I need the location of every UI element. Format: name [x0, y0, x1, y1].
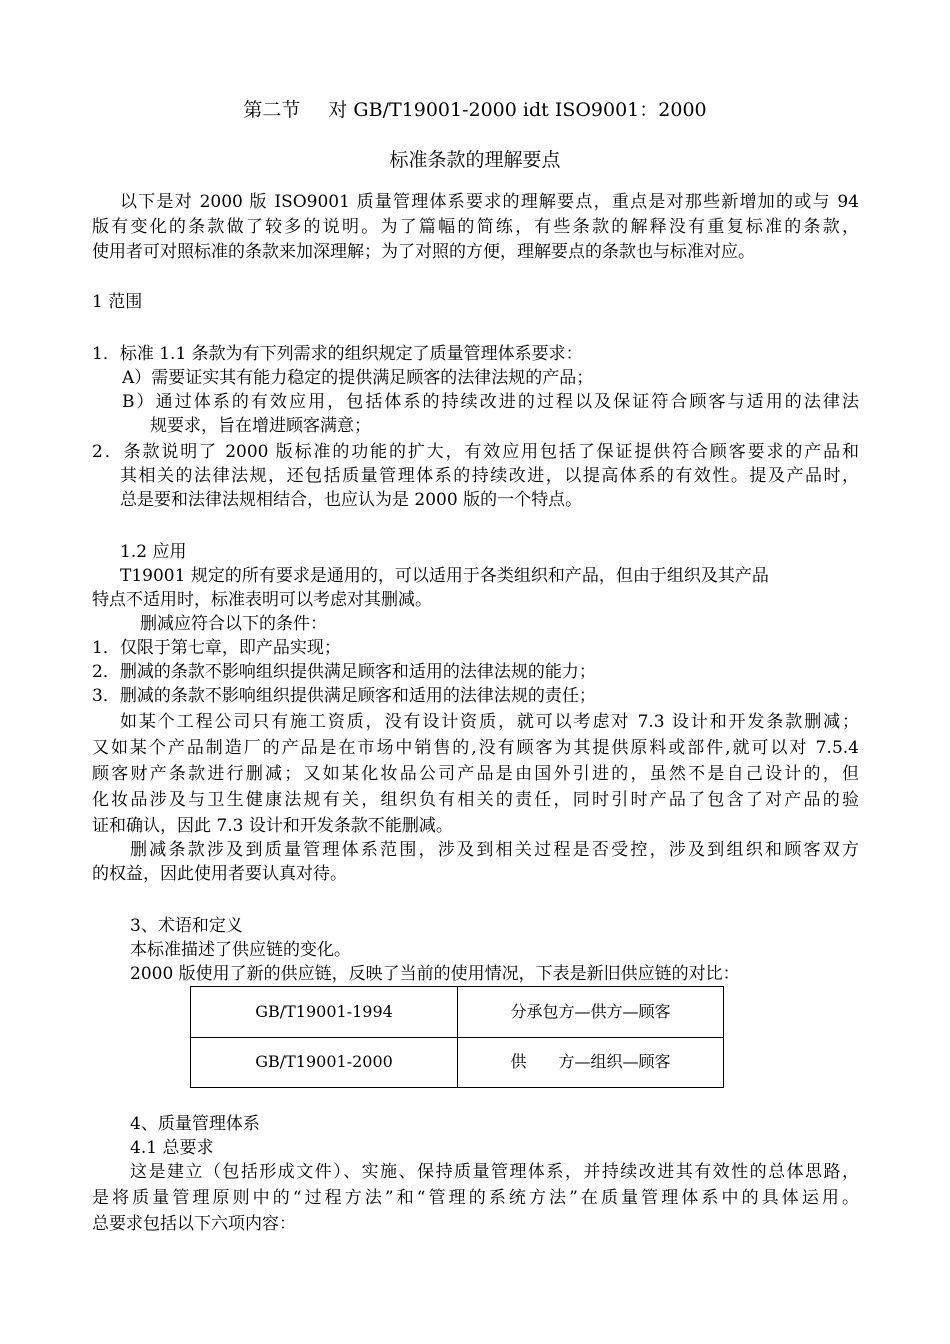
section-heading: 1.2 应用	[120, 542, 187, 562]
list-item: 1．仅限于第七章，即产品实现；	[92, 638, 341, 658]
document-subtitle: 标准条款的理解要点	[389, 149, 561, 171]
document-title	[0, 98, 950, 122]
paragraph-line: 的权益，因此使用者要认真对待。	[92, 864, 347, 884]
list-item: 1．标准 1.1 条款为有下列需求的组织规定了质量管理体系要求：	[92, 344, 583, 364]
table-row	[191, 1037, 724, 1088]
paragraph-line: 化妆品涉及与卫生健康法规有关，组织负有相关的责任，同时引时产品了包含了对产品的验	[92, 790, 859, 810]
paragraph-line: 删减应符合以下的条件：	[140, 614, 327, 634]
title-subject: 对 GB/T19001-2000 idt ISO9001：2000	[328, 99, 707, 121]
list-item: 2．条款说明了 2000 版标准的功能的扩大，有效应用包括了保证提供符合顾客要求的产品和	[92, 442, 859, 462]
list-item-continued: 总是要和法律法规相结合，也应认为是 2000 版的一个特点。	[120, 490, 583, 510]
paragraph-line: 特点不适用时，标准表明可以考虑对其删减。	[92, 590, 432, 610]
list-item-continued: 规要求，旨在增进顾客满意；	[150, 416, 371, 436]
paragraph-line: 顾客财产条款进行删减；又如某化妆品公司产品是由国外引进的，虽然不是自己设计的，但	[92, 764, 859, 784]
paragraph-line: 这是建立（包括形成文件）、实施、保持质量管理体系，并持续改进其有效性的总体思路，	[130, 1162, 859, 1182]
section-number: 第二节	[243, 99, 301, 121]
intro-line: 以下是对 2000 版 ISO9001 质量管理体系要求的理解要点，重点是对那些新增加的或与 94	[120, 192, 859, 212]
supply-chain-table	[190, 986, 724, 1088]
paragraph-line: 证和确认，因此 7.3 设计和开发条款不能删减。	[92, 816, 453, 836]
list-item: B）通过体系的有效应用，包括体系的持续改进的过程以及保证符合顾客与适用的法律法	[122, 392, 859, 412]
paragraph-line: T19001 规定的所有要求是通用的，可以适用于各类组织和产品，但由于组织及其产品	[120, 566, 769, 586]
list-item: 3．删减的条款不影响组织提供满足顾客和适用的法律法规的责任；	[92, 686, 596, 706]
list-item: A）需要证实其有能力稳定的提供满足顾客的法律法规的产品；	[122, 368, 594, 388]
paragraph-line: 本标准描述了供应链的变化。	[130, 940, 351, 960]
intro-line: 使用者可对照标准的条款来加深理解；为了对照的方便，理解要点的条款也与标准对应。	[92, 242, 755, 262]
paragraph-line: 又如某个产品制造厂的产品是在市场中销售的,没有顾客为其提供原料或部件,就可以对 7.5.4	[92, 738, 859, 758]
table-cell: GB/T19001-1994	[191, 987, 458, 1038]
list-item: 2．删减的条款不影响组织提供满足顾客和适用的法律法规的能力；	[92, 662, 596, 682]
paragraph-line: 如某个工程公司只有施工资质，没有设计资质，就可以考虑对 7.3 设计和开发条款删减；	[120, 712, 859, 732]
subsection-heading: 4.1 总要求	[130, 1138, 214, 1158]
section-heading: 4、质量管理体系	[130, 1114, 260, 1134]
table-cell: 分承包方—供方—顾客	[458, 987, 724, 1038]
table-cell: GB/T19001-2000	[191, 1037, 458, 1088]
table-cell: 供 方—组织—顾客	[458, 1037, 724, 1088]
paragraph-line: 总要求包括以下六项内容：	[92, 1214, 296, 1234]
paragraph-line: 2000 版使用了新的供应链，反映了当前的使用情况，下表是新旧供应链的对比：	[130, 964, 740, 984]
intro-line: 版有变化的条款做了较多的说明。为了篇幅的简练，有些条款的解释没有重复标准的条款，	[92, 217, 859, 237]
table-row	[191, 987, 724, 1038]
list-item-continued: 其相关的法律法规，还包括质量管理体系的持续改进，以提高体系的有效性。提及产品时，	[120, 466, 859, 486]
section-heading: 1 范围	[92, 292, 143, 312]
paragraph-line: 是将质量管理原则中的“过程方法”和“管理的系统方法”在质量管理体系中的具体运用。	[92, 1188, 859, 1208]
section-heading: 3、术语和定义	[130, 916, 243, 936]
paragraph-line: 删减条款涉及到质量管理体系范围，涉及到相关过程是否受控，涉及到组织和顾客双方	[130, 840, 859, 860]
